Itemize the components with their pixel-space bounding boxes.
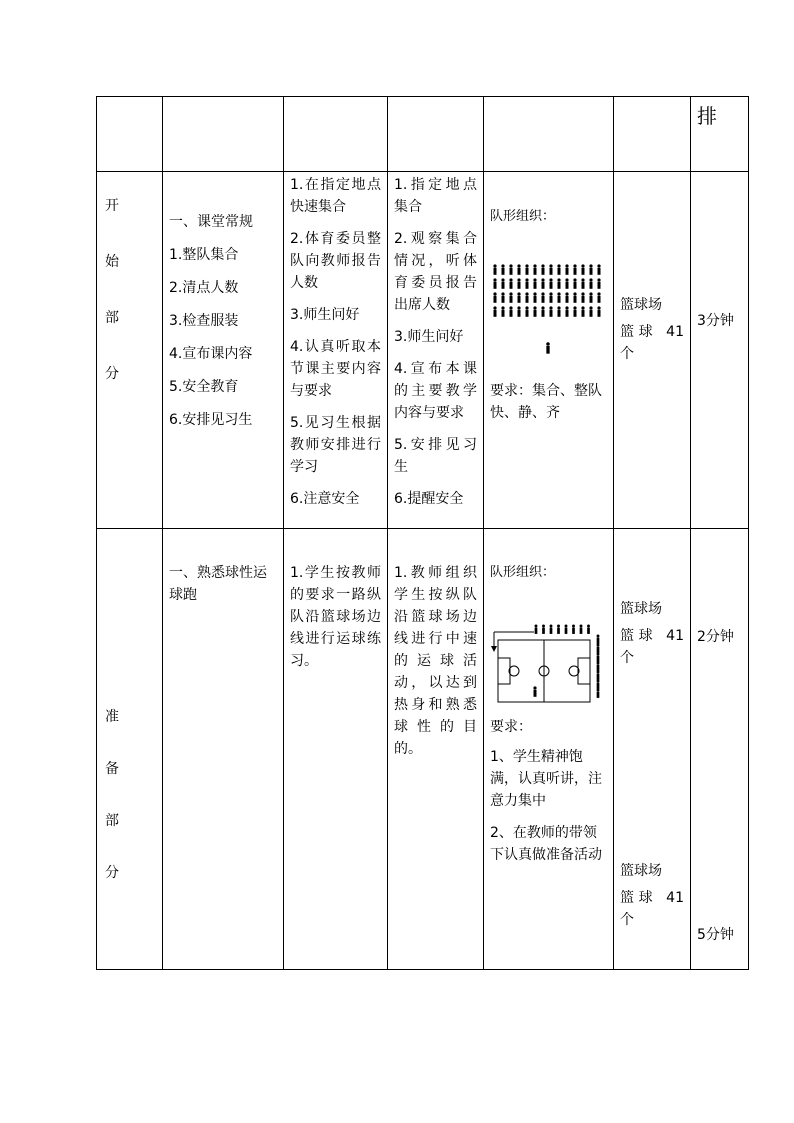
student-figure-body bbox=[542, 628, 545, 634]
student-figure-body bbox=[550, 628, 553, 634]
student-figure-head bbox=[525, 292, 528, 295]
student-figure-head bbox=[581, 292, 584, 295]
court-key-left bbox=[498, 658, 510, 684]
student-figure-head bbox=[597, 292, 600, 295]
student-figure-head bbox=[533, 264, 536, 267]
student-figure-head bbox=[597, 278, 600, 281]
student-figure-body bbox=[510, 268, 513, 275]
student-figure-body bbox=[557, 628, 560, 634]
header-cell bbox=[163, 97, 284, 172]
student-figure-head bbox=[573, 264, 576, 267]
venue-cell-prep bbox=[614, 529, 691, 970]
header-cell bbox=[284, 97, 388, 172]
time: 5分钟 bbox=[697, 927, 734, 943]
student-figure-body bbox=[566, 268, 569, 275]
student-figure-head bbox=[549, 292, 552, 295]
stage-char: 部 bbox=[105, 310, 119, 326]
student-line: 4.认真听取本节课主要内容与要求 bbox=[290, 339, 381, 399]
stage-char: 部 bbox=[105, 813, 119, 829]
student-figure-body bbox=[597, 692, 600, 698]
student-figure-body bbox=[590, 268, 593, 275]
equipment: 篮球 41 个 bbox=[620, 324, 684, 362]
student-figure-body bbox=[597, 665, 600, 671]
student-line: 3.师生问好 bbox=[290, 307, 360, 323]
header-label: 排 bbox=[697, 104, 717, 128]
time-cell-start bbox=[691, 172, 749, 529]
student-figure-body bbox=[526, 268, 529, 275]
student-figure-body bbox=[598, 296, 601, 303]
time-cell-prep bbox=[691, 529, 749, 970]
student-figure-head bbox=[509, 264, 512, 267]
teacher-line: 6.提醒安全 bbox=[394, 491, 464, 507]
student-figure-body bbox=[502, 310, 505, 317]
student-figure-head bbox=[501, 306, 504, 309]
content-line: 一、课堂常规 bbox=[169, 214, 253, 230]
student-figure-head bbox=[557, 306, 560, 309]
start-row bbox=[97, 172, 749, 529]
teacher-line: 3.师生问好 bbox=[394, 329, 464, 345]
student-figure-body bbox=[535, 628, 538, 634]
org-cell-prep bbox=[484, 529, 614, 970]
student-figure-head bbox=[589, 292, 592, 295]
equipment: 篮球 41 个 bbox=[620, 628, 684, 666]
req-item: 1、学生精神饱满，认真听讲，注意力集中 bbox=[490, 749, 602, 809]
teacher-cell-start bbox=[388, 172, 484, 529]
student-figure-body bbox=[597, 647, 600, 653]
student-figure-body bbox=[582, 310, 585, 317]
student-figure-head bbox=[573, 306, 576, 309]
student-figure-head bbox=[580, 625, 583, 628]
student-figure-body bbox=[558, 310, 561, 317]
student-figure-head bbox=[509, 292, 512, 295]
student-figure-head bbox=[546, 342, 550, 346]
student-figure-head bbox=[597, 635, 600, 638]
stage-char: 分 bbox=[105, 865, 119, 881]
venue: 篮球场 bbox=[620, 297, 662, 313]
req-title: 要求： bbox=[490, 719, 532, 735]
student-figure-body bbox=[510, 296, 513, 303]
content-line: 2.清点人数 bbox=[169, 280, 239, 296]
student-figure-body bbox=[590, 310, 593, 317]
student-figure-head bbox=[509, 306, 512, 309]
student-figure-head bbox=[517, 264, 520, 267]
student-figure-head bbox=[597, 662, 600, 665]
prep-row bbox=[97, 529, 749, 970]
student-figure-head bbox=[501, 264, 504, 267]
student-figure-head bbox=[557, 264, 560, 267]
equipment: 篮球 41 个 bbox=[620, 890, 684, 928]
content-line: 5.安全教育 bbox=[169, 379, 239, 395]
student-figure-head bbox=[589, 264, 592, 267]
student-figure-head bbox=[597, 689, 600, 692]
student-figure-head bbox=[501, 292, 504, 295]
student-figure-head bbox=[550, 625, 553, 628]
student-figure-body bbox=[534, 690, 537, 697]
court-key-right bbox=[578, 658, 590, 684]
student-figure-head bbox=[581, 264, 584, 267]
student-figure-head bbox=[557, 278, 560, 281]
student-figure-body bbox=[566, 282, 569, 289]
student-figure-body bbox=[542, 296, 545, 303]
student-figure-head bbox=[597, 653, 600, 656]
student-figure-body bbox=[574, 268, 577, 275]
student-figure-body bbox=[587, 628, 590, 634]
student-figure-body bbox=[580, 628, 583, 634]
student-figure-head bbox=[541, 264, 544, 267]
student-figure-body bbox=[534, 310, 537, 317]
student-figure-head bbox=[565, 278, 568, 281]
student-figure-head bbox=[541, 306, 544, 309]
teacher-line: 4.宣布本课的主要教学内容与要求 bbox=[394, 361, 477, 421]
student-figure-body bbox=[572, 628, 575, 634]
student-figure-head bbox=[493, 306, 496, 309]
student-figure-head bbox=[535, 625, 538, 628]
student-figure-body bbox=[502, 268, 505, 275]
student-figure-body bbox=[542, 268, 545, 275]
student-line: 1.在指定地点快速集合 bbox=[290, 177, 381, 215]
student-figure-body bbox=[558, 282, 561, 289]
teacher-cell-prep bbox=[388, 529, 484, 970]
org-title: 队形组织： bbox=[490, 209, 556, 224]
student-figure-body bbox=[510, 282, 513, 289]
student-figure-head bbox=[573, 292, 576, 295]
student-figure-head bbox=[542, 625, 545, 628]
student-figure-body bbox=[597, 656, 600, 662]
student-figure-body bbox=[598, 268, 601, 275]
content-line: 一、熟悉球性运球跑 bbox=[169, 565, 267, 603]
student-figure-head bbox=[541, 292, 544, 295]
student-figure-body bbox=[558, 296, 561, 303]
student-figure-body bbox=[526, 310, 529, 317]
student-figure-body bbox=[526, 282, 529, 289]
student-figure-body bbox=[502, 296, 505, 303]
student-cell-prep bbox=[284, 529, 388, 970]
student-figure-body bbox=[598, 282, 601, 289]
student-figure-head bbox=[587, 625, 590, 628]
student-figure-body bbox=[574, 296, 577, 303]
student-figure-head bbox=[509, 278, 512, 281]
student-figure-head bbox=[581, 278, 584, 281]
student-figure-body bbox=[494, 296, 497, 303]
stage-char: 准 bbox=[105, 709, 119, 725]
student-figure-head bbox=[565, 625, 568, 628]
student-figure-head bbox=[597, 680, 600, 683]
student-figure-head bbox=[525, 306, 528, 309]
student-figure-body bbox=[534, 268, 537, 275]
student-figure-body bbox=[534, 296, 537, 303]
stage-char: 始 bbox=[105, 254, 119, 270]
org-cell-start bbox=[484, 172, 614, 529]
stage-char: 备 bbox=[105, 761, 119, 777]
student-figure-head bbox=[565, 292, 568, 295]
student-figure-body bbox=[550, 310, 553, 317]
student-figure-body bbox=[590, 282, 593, 289]
student-figure-body bbox=[518, 296, 521, 303]
student-figure-head bbox=[517, 278, 520, 281]
content-line: 1.整队集合 bbox=[169, 247, 239, 263]
stage-char: 开 bbox=[105, 198, 119, 214]
student-figure-body bbox=[582, 268, 585, 275]
venue-cell-start bbox=[614, 172, 691, 529]
student-figure-head bbox=[597, 644, 600, 647]
student-line: 6.注意安全 bbox=[290, 491, 360, 507]
org-title: 队形组织： bbox=[490, 565, 556, 580]
student-figure-head bbox=[501, 278, 504, 281]
student-figure-body bbox=[582, 296, 585, 303]
student-figure-head bbox=[493, 278, 496, 281]
student-figure-head bbox=[533, 292, 536, 295]
venue: 篮球场 bbox=[620, 863, 662, 879]
student-figure-body bbox=[574, 310, 577, 317]
student-figure-body bbox=[598, 310, 601, 317]
student-figure-head bbox=[533, 686, 536, 689]
court-diagram bbox=[490, 614, 606, 710]
student-figure-body bbox=[510, 310, 513, 317]
header-cell bbox=[614, 97, 691, 172]
header-row bbox=[97, 97, 749, 172]
header-cell bbox=[388, 97, 484, 172]
student-figure-body bbox=[566, 310, 569, 317]
student-figure-body bbox=[542, 282, 545, 289]
student-figure-body bbox=[558, 268, 561, 275]
time: 3分钟 bbox=[697, 313, 734, 329]
student-figure-body bbox=[534, 282, 537, 289]
stage-cell-prep bbox=[97, 529, 163, 970]
student-figure-head bbox=[589, 278, 592, 281]
student-figure-body bbox=[518, 268, 521, 275]
student-figure-body bbox=[550, 296, 553, 303]
student-figure-head bbox=[589, 306, 592, 309]
student-figure-head bbox=[597, 306, 600, 309]
student-figure-body bbox=[502, 282, 505, 289]
student-figure-head bbox=[533, 278, 536, 281]
student-figure-head bbox=[493, 264, 496, 267]
student-figure-body bbox=[574, 282, 577, 289]
content-line: 6.安排见习生 bbox=[169, 412, 253, 428]
student-figure-body bbox=[518, 310, 521, 317]
student-figure-body bbox=[597, 674, 600, 680]
student-line: 1.学生按教师的要求一路纵队沿篮球场边线进行运球练习。 bbox=[290, 565, 381, 669]
content-cell-prep bbox=[163, 529, 284, 970]
content-line: 4.宣布课内容 bbox=[169, 346, 253, 362]
student-figure-head bbox=[549, 264, 552, 267]
student-figure-head bbox=[581, 306, 584, 309]
student-figure-body bbox=[582, 282, 585, 289]
teacher-line: 1.指定地点集合 bbox=[394, 177, 477, 215]
student-figure-body bbox=[494, 282, 497, 289]
student-figure-head bbox=[573, 278, 576, 281]
stage-cell-start bbox=[97, 172, 163, 529]
header-cell bbox=[484, 97, 614, 172]
direction-arrow-head bbox=[491, 646, 497, 652]
student-figure-head bbox=[597, 264, 600, 267]
lesson-plan-table bbox=[96, 96, 749, 970]
time: 2分钟 bbox=[697, 629, 734, 645]
student-figure-head bbox=[541, 278, 544, 281]
content-cell-start bbox=[163, 172, 284, 529]
student-figure-head bbox=[572, 625, 575, 628]
student-cell-start bbox=[284, 172, 388, 529]
content-line: 3.检查服装 bbox=[169, 313, 239, 329]
venue: 篮球场 bbox=[620, 601, 662, 617]
formation-diagram bbox=[490, 262, 606, 372]
student-figure-head bbox=[533, 306, 536, 309]
student-figure-head bbox=[565, 306, 568, 309]
student-figure-head bbox=[525, 278, 528, 281]
student-figure-head bbox=[517, 306, 520, 309]
teacher-line: 5.安排见习生 bbox=[394, 437, 477, 475]
header-cell bbox=[97, 97, 163, 172]
student-figure-body bbox=[597, 638, 600, 644]
student-figure-body bbox=[542, 310, 545, 317]
stage-char: 分 bbox=[105, 366, 119, 382]
student-figure-head bbox=[557, 292, 560, 295]
teacher-line: 1.教师组织学生按纵队沿篮球场边线进行中速的运球活动，以达到热身和熟悉球性的目的。 bbox=[394, 565, 477, 757]
student-figure-body bbox=[550, 282, 553, 289]
student-figure-body bbox=[494, 268, 497, 275]
student-figure-head bbox=[565, 264, 568, 267]
org-requirement: 要求：集合、整队快、静、齐 bbox=[490, 383, 602, 421]
student-figure-body bbox=[518, 282, 521, 289]
student-figure-body bbox=[546, 346, 549, 354]
header-cell-arrangement bbox=[691, 97, 749, 172]
student-figure-head bbox=[549, 306, 552, 309]
student-figure-body bbox=[494, 310, 497, 317]
student-figure-head bbox=[557, 625, 560, 628]
student-line: 2.体育委员整队向教师报告人数 bbox=[290, 231, 381, 291]
student-line: 5.见习生根据教师安排进行学习 bbox=[290, 415, 381, 475]
student-figure-head bbox=[517, 292, 520, 295]
student-figure-body bbox=[565, 628, 568, 634]
teacher-line: 2.观察集合情况，听体育委员报告出席人数 bbox=[394, 231, 477, 313]
student-figure-body bbox=[597, 683, 600, 689]
student-figure-head bbox=[493, 292, 496, 295]
student-figure-body bbox=[566, 296, 569, 303]
req-item: 2、在教师的带领下认真做准备活动 bbox=[490, 825, 602, 863]
student-figure-body bbox=[590, 296, 593, 303]
student-figure-head bbox=[597, 671, 600, 674]
student-figure-body bbox=[550, 268, 553, 275]
student-figure-body bbox=[526, 296, 529, 303]
student-figure-head bbox=[525, 264, 528, 267]
student-figure-head bbox=[549, 278, 552, 281]
